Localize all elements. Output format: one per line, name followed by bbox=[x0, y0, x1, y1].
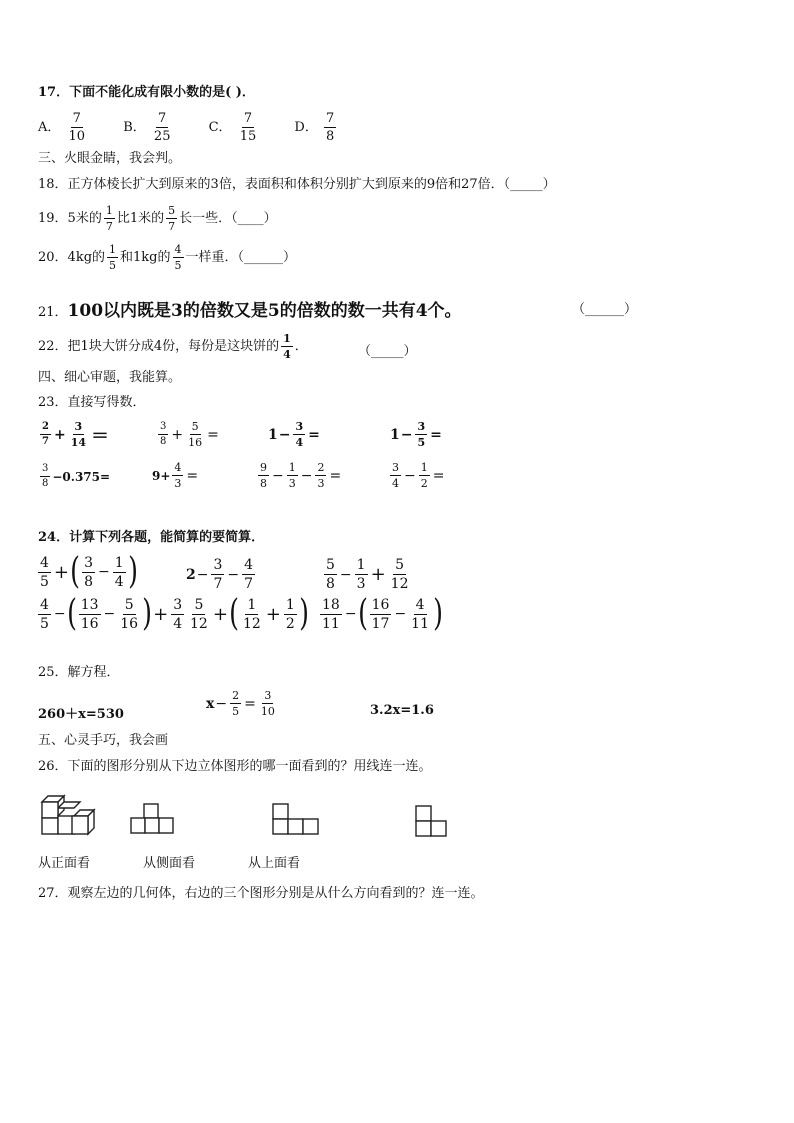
fraction: $\frac{4}{5}$ bbox=[40, 596, 49, 632]
fraction: $\frac{3}{10}$ bbox=[260, 689, 275, 718]
fraction: $\frac{5}{7}$ bbox=[168, 204, 176, 233]
fraction: $\frac{5}{12}$ bbox=[190, 596, 208, 632]
section-3-title: 三、火眼金睛，我会判。 bbox=[38, 151, 182, 166]
fraction: $\frac{1}{2}$ bbox=[285, 596, 295, 632]
q25-title: 25．解方程． bbox=[38, 665, 120, 680]
fraction: $\frac{5}{8}$ bbox=[326, 557, 335, 592]
fraction: $\frac{1}{3}$ bbox=[356, 557, 366, 592]
fraction: $\frac{3}{8}$ bbox=[84, 554, 93, 590]
fraction: $\frac{1}{3}$ bbox=[288, 461, 296, 490]
q23-expr-2: $\frac{3}{8}$ + $\frac{5}{16}$ = bbox=[160, 420, 219, 449]
fraction: $\frac{4}{5}$ bbox=[40, 554, 49, 590]
fraction: $\frac{1}{5}$ bbox=[109, 243, 117, 272]
q24-expr-4: $\frac{4}{5}$ − ( $\frac{13}{16}$ − $\frac{5}{16}$ ) + $\frac{3}{4}$ bbox=[40, 593, 183, 634]
fraction: $\frac{1}{4}$ bbox=[283, 332, 291, 361]
q17-option-b[interactable]: B． $\frac{7}{25}$ bbox=[123, 111, 171, 144]
answer-blank[interactable]: （_____） bbox=[358, 344, 417, 359]
fraction: $\frac{5}{16}$ bbox=[120, 596, 139, 632]
fraction: $\frac{4}{11}$ bbox=[411, 596, 429, 632]
fraction: $\frac{4}{3}$ bbox=[174, 461, 182, 490]
q24-expr-3: $\frac{5}{8}$ − $\frac{1}{3}$ + $\frac{5}{12}$ bbox=[326, 557, 409, 592]
q23-expr-8: $\frac{3}{4}$ − $\frac{1}{2}$ = bbox=[392, 461, 445, 490]
view-shape-2 bbox=[272, 802, 320, 836]
q23-title: 23．直接写得数． bbox=[38, 395, 146, 410]
q24-expr-5: $\frac{5}{12}$ + ( $\frac{1}{12}$ + $\frac{1}{2}$ ) bbox=[190, 593, 309, 634]
q17-option-d[interactable]: D． $\frac{7}{8}$ bbox=[294, 111, 335, 144]
fraction: $\frac{3}{4}$ bbox=[392, 461, 399, 490]
fraction: $\frac{18}{11}$ bbox=[322, 596, 340, 632]
fraction: $\frac{5}{16}$ bbox=[188, 420, 203, 449]
q24-expr-2: 2 − $\frac{3}{7}$ − $\frac{4}{7}$ bbox=[186, 557, 254, 592]
q25-equation-3: 3.2x=1.6 bbox=[370, 703, 434, 718]
fraction: $\frac{3}{8}$ bbox=[160, 421, 167, 447]
fraction: $\frac{7}{15}$ bbox=[239, 111, 257, 144]
fraction: $\frac{1}{2}$ bbox=[420, 461, 428, 490]
fraction: $\frac{2}{5}$ bbox=[232, 689, 240, 718]
fraction: $\frac{4}{5}$ bbox=[174, 243, 182, 272]
q21-text: 21．100以内既是3的倍数又是5的倍数的数一共有4个。 bbox=[38, 301, 462, 321]
q23-expr-1: $\frac{2}{7}$ + $\frac{3}{14}$ ＝ bbox=[42, 420, 110, 449]
q27-title: 27．观察左边的几何体，右边的三个图形分别是从什么方向看到的？连一连。 bbox=[38, 886, 484, 901]
q17-option-a[interactable]: A． $\frac{7}{10}$ bbox=[38, 111, 86, 144]
q23-expr-4: 1 − $\frac{3}{5}$ = bbox=[390, 420, 442, 449]
fraction: $\frac{1}{4}$ bbox=[114, 554, 124, 590]
fraction: $\frac{16}{17}$ bbox=[371, 596, 390, 632]
q23-expr-5: $\frac{3}{8}$ −0.375= bbox=[42, 463, 111, 489]
fraction: $\frac{7}{8}$ bbox=[325, 111, 335, 144]
fraction: $\frac{7}{25}$ bbox=[153, 111, 171, 144]
fraction: $\frac{5}{12}$ bbox=[390, 557, 409, 592]
fraction: $\frac{2}{3}$ bbox=[317, 461, 325, 490]
solid-block-figure bbox=[38, 794, 100, 836]
view-shape-1 bbox=[130, 802, 174, 836]
q24-title: 24．计算下列各题，能简算的要简算． bbox=[38, 530, 265, 545]
q23-expr-7: $\frac{9}{8}$ − $\frac{1}{3}$ − $\frac{2}{3}$ = bbox=[260, 461, 342, 490]
q23-expr-3: 1 − $\frac{3}{4}$ = bbox=[268, 420, 320, 449]
q25-equation-2: x − $\frac{2}{5}$ = $\frac{3}{10}$ bbox=[206, 689, 275, 718]
fraction: $\frac{3}{4}$ bbox=[173, 596, 183, 632]
answer-blank[interactable]: （_____） bbox=[503, 177, 556, 192]
view-shape-3 bbox=[414, 804, 448, 840]
section-4-title: 四、细心审题，我能算。 bbox=[38, 370, 182, 385]
q23-expr-6: 9+ $\frac{4}{3}$ = bbox=[152, 461, 199, 490]
answer-blank[interactable]: （______） bbox=[572, 302, 638, 317]
fraction: $\frac{3}{7}$ bbox=[213, 557, 223, 592]
q17-option-c[interactable]: C． $\frac{7}{15}$ bbox=[208, 111, 257, 144]
q24-expr-1: $\frac{4}{5}$ + ( $\frac{3}{8}$ − $\frac{1}{4}$ ) bbox=[40, 551, 138, 592]
q18-text: 18．正方体棱长扩大到原来的3倍，表面积和体积分别扩大到原来的9倍和27倍．（_____） bbox=[38, 177, 556, 192]
q25-equation-1: 260＋x=530 bbox=[38, 707, 124, 722]
q26-title: 26．下面的图形分别从下边立体图形的哪一面看到的？用线连一连。 bbox=[38, 759, 432, 774]
q22-text: 22．把1块大饼分成4份，每份是这块饼的 $\frac{1}{4}$ ． bbox=[38, 332, 308, 361]
q20-text: 20．4kg的 $\frac{1}{5}$ 和1kg的 $\frac{4}{5}$ 一样重．（______） bbox=[38, 243, 297, 272]
fraction: $\frac{3}{8}$ bbox=[42, 463, 49, 489]
q17-question: 17．下面不能化成有限小数的是( )． bbox=[38, 85, 255, 100]
view-label-top: 从上面看 bbox=[248, 856, 301, 871]
answer-blank[interactable]: （____） bbox=[231, 211, 277, 226]
fraction: $\frac{2}{7}$ bbox=[42, 421, 49, 447]
view-label-side: 从侧面看 bbox=[143, 856, 196, 871]
fraction: $\frac{1}{7}$ bbox=[105, 204, 113, 233]
section-5-title: 五、心灵手巧，我会画 bbox=[38, 733, 169, 748]
view-label-front: 从正面看 bbox=[38, 856, 91, 871]
fraction: $\frac{3}{5}$ bbox=[417, 420, 426, 449]
q24-expr-6: $\frac{18}{11}$ − ( $\frac{16}{17}$ − $\frac{4}{11}$ ) bbox=[322, 593, 443, 634]
fraction: $\frac{7}{10}$ bbox=[68, 111, 86, 144]
answer-blank[interactable]: （______） bbox=[237, 250, 297, 265]
q17-options bbox=[38, 112, 338, 143]
fraction: $\frac{13}{16}$ bbox=[80, 596, 99, 632]
fraction: $\frac{4}{7}$ bbox=[244, 557, 254, 592]
fraction: $\frac{9}{8}$ bbox=[260, 461, 267, 490]
q19-text: 19．5米的 $\frac{1}{7}$ 比1米的 $\frac{5}{7}$ 长一些．（____） bbox=[38, 204, 277, 233]
fraction: $\frac{1}{12}$ bbox=[242, 596, 261, 632]
fraction: $\frac{3}{14}$ bbox=[70, 420, 87, 449]
fraction: $\frac{3}{4}$ bbox=[295, 420, 304, 449]
